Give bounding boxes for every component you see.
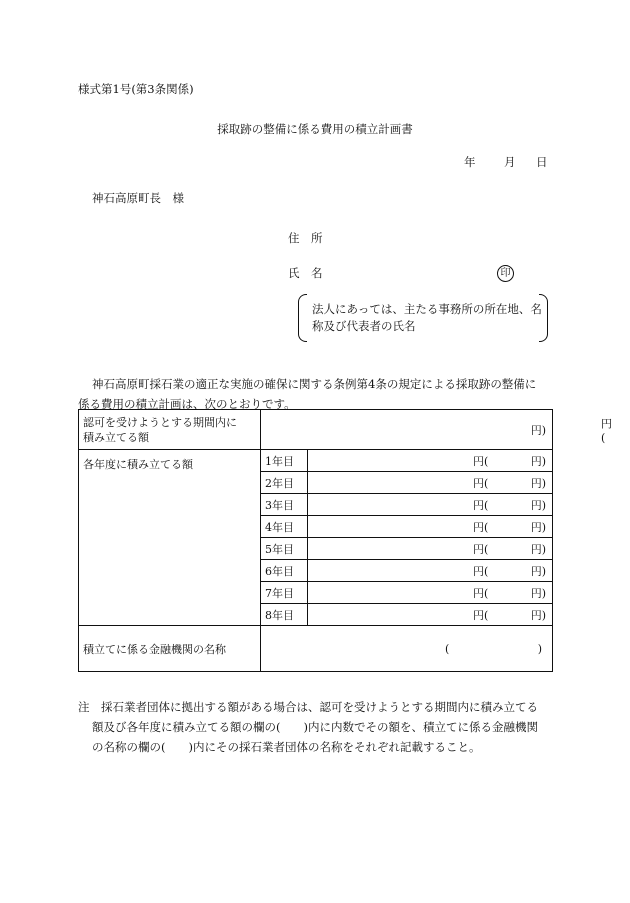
applicant-note [298, 294, 548, 342]
yen-close: 円) [530, 564, 546, 578]
year-label: 1年目 [261, 450, 308, 472]
plan-table [78, 409, 612, 672]
left-bracket [298, 294, 307, 342]
footnote-line-1: 注 採石業者団体に拠出する額がある場合は、認可を受けようとする期間内に積み立てる [78, 700, 538, 714]
table-row-total [79, 410, 553, 450]
year-amount-field[interactable] [308, 516, 553, 538]
total-amount-field[interactable] [261, 410, 612, 450]
date-month: 月 [504, 155, 516, 169]
date-year: 年 [464, 155, 476, 169]
yen-open: 円( [473, 608, 489, 622]
note-line-1: 法人にあっては、主たる事務所の所在地、名 [312, 302, 542, 316]
yen-open: 円( [473, 476, 489, 490]
document-title: 採取跡の整備に係る費用の積立計画書 [217, 122, 413, 136]
name-label: 氏 名 [288, 266, 323, 280]
yen-close: 円) [530, 476, 546, 490]
form-number: 様式第1号(第3条関係) [78, 82, 194, 96]
year-amount-field[interactable] [308, 538, 553, 560]
yen-close: 円) [530, 586, 546, 600]
year-amount-field[interactable] [308, 560, 553, 582]
table-row-bank [79, 626, 553, 672]
yen-close: 円) [530, 454, 546, 468]
year-amount-field[interactable] [308, 604, 553, 626]
yearly-amount-label: 各年度に積み立てる額 [79, 450, 261, 626]
year-label: 8年目 [261, 604, 308, 626]
yen-open: 円( [473, 520, 489, 534]
year-label: 7年目 [261, 582, 308, 604]
bank-name-label: 積立てに係る金融機関の名称 [79, 626, 261, 672]
year-label: 3年目 [261, 494, 308, 516]
year-amount-field[interactable] [308, 450, 553, 472]
year-amount-field[interactable] [308, 582, 553, 604]
year-label: 5年目 [261, 538, 308, 560]
total-amount-label [79, 410, 261, 450]
yen-open: 円( [473, 498, 489, 512]
yen-close: 円) [530, 498, 546, 512]
intro-line-2: 係る費用の積立計画は、次のとおりです。 [78, 397, 296, 411]
bank-name-field[interactable] [261, 626, 553, 672]
year-label: 4年目 [261, 516, 308, 538]
address-label: 住 所 [288, 231, 323, 245]
bank-paren-open: ( [445, 642, 450, 655]
yen-open: 円( [473, 564, 489, 578]
intro-line-1: 神石高原町採石業の適正な実施の確保に関する条例第4条の規定による採取跡の整備に [92, 377, 537, 391]
yen-close: 円) [530, 608, 546, 622]
year-label: 2年目 [261, 472, 308, 494]
date-day: 日 [536, 155, 548, 169]
footnote-line-2: 額及び各年度に積み立てる額の欄の( )内に内数でその額を、積立てに係る金融機関 [92, 720, 538, 734]
table-row [79, 450, 553, 472]
total-label-line-1: 認可を受けようとする期間内に [83, 415, 237, 429]
total-label-line-2: 積み立てる額 [83, 430, 149, 444]
yen-close: 円) [530, 423, 546, 437]
yen-open: 円( [473, 586, 489, 600]
bank-paren-close: ) [537, 642, 542, 655]
yen-close: 円) [530, 520, 546, 534]
year-label: 6年目 [261, 560, 308, 582]
year-amount-field[interactable] [308, 494, 553, 516]
note-line-2: 称及び代表者の氏名 [312, 319, 416, 333]
yen-open: 円( [473, 454, 489, 468]
seal-mark-icon: 印 [497, 265, 514, 282]
yen-close: 円) [530, 542, 546, 556]
footnote-line-3: の名称の欄の( )内にその採石業者団体の名称をそれぞれ記載すること。 [92, 740, 481, 754]
yen-open: 円( [601, 417, 612, 444]
yen-open: 円( [473, 542, 489, 556]
year-amount-field[interactable] [308, 472, 553, 494]
addressee: 神石高原町長 様 [92, 191, 184, 205]
